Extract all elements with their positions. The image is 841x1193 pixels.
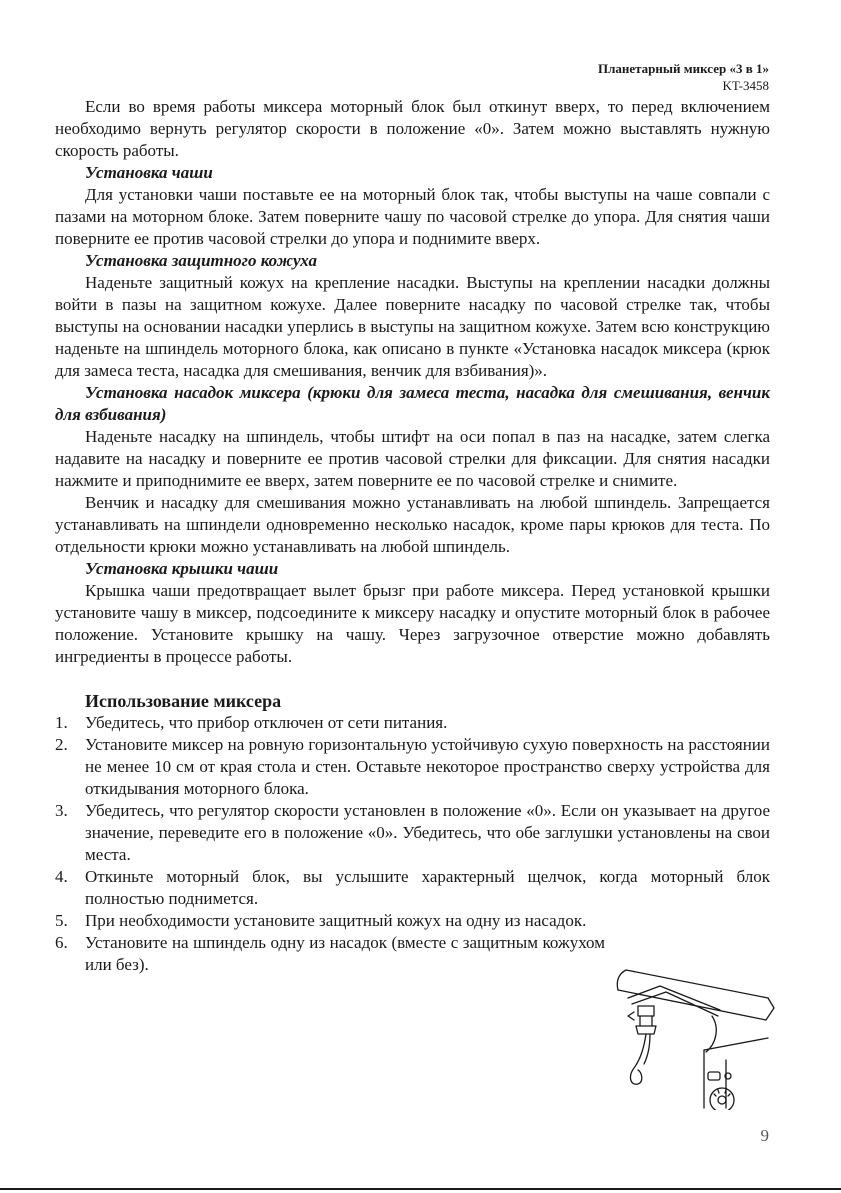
step-text: При необходимости установите защитный кожух на одну из насадок. bbox=[85, 911, 587, 930]
list-item bbox=[55, 712, 770, 734]
page-content bbox=[55, 96, 770, 976]
step-number: 4. bbox=[55, 867, 68, 886]
usage-steps-list bbox=[55, 712, 770, 976]
header-product-title: Планетарный миксер «3 в 1» bbox=[597, 61, 769, 76]
page-number: 9 bbox=[760, 1126, 769, 1145]
step-number: 6. bbox=[55, 933, 68, 952]
step-number: 1. bbox=[55, 713, 68, 732]
step-text: Установите на шпиндель одну из насадок (вместе с защитным кожухом или без). bbox=[85, 933, 605, 974]
bottom-divider bbox=[0, 1188, 841, 1190]
list-item bbox=[55, 800, 770, 866]
bowl-paragraph: Для установки чаши поставьте ее на моторный блок так, чтобы выступы на чаше совпали с пазами на моторном блоке. Затем поверните чашу по часовой стрелке до упора. Для снятия чаши поверните ее против часовой стрелки до упора и поднимите вверх. bbox=[55, 185, 770, 248]
section-heading-attachments: Установка насадок миксера (крюки для замеса теста, насадка для смешивания, венчик для взбивания) bbox=[55, 383, 770, 424]
step-text: Убедитесь, что регулятор скорости установлен в положение «0». Если он указывает на другое значение, переведите его в положение «0». Убедитесь, что обе заглушки установлены на свои места. bbox=[85, 801, 770, 864]
header-model-number: KT-3458 bbox=[722, 78, 769, 93]
section-heading-bowl: Установка чаши bbox=[85, 163, 213, 182]
step-number: 3. bbox=[55, 801, 68, 820]
section-heading-guard: Установка защитного кожуха bbox=[85, 251, 318, 270]
page-header bbox=[598, 60, 769, 94]
step-text: Установите миксер на ровную горизонтальную устойчивую сухую поверхность на расстоянии не менее 10 см от края стола и стен. Оставьте некоторое пространство сверху устройства для откидывания моторного блока. bbox=[85, 735, 770, 798]
attachments-paragraph-1: Наденьте насадку на шпиндель, чтобы штифт на оси попал в паз на насадке, затем слегка надавите на насадку и поверните ее против часовой стрелки для фиксации. Для снятия насадки нажмите и приподнимите ее вверх, затем поверните ее по часовой стрелке и снимите. bbox=[55, 427, 770, 490]
list-item bbox=[55, 866, 770, 910]
list-item bbox=[55, 932, 605, 976]
step-number: 2. bbox=[55, 735, 68, 754]
attachments-paragraph-2: Венчик и насадку для смешивания можно устанавливать на любой шпиндель. Запрещается устанавливать на шпиндели одновременно несколько насадок, кроме пары крюков для теста. По отдельности крюки можно устанавливать на любой шпиндель. bbox=[55, 493, 770, 556]
section-heading-lid: Установка крышки чаши bbox=[85, 559, 279, 578]
step-number: 5. bbox=[55, 911, 68, 930]
guard-paragraph: Наденьте защитный кожух на крепление насадки. Выступы на креплении насадки должны войти в пазы на защитном кожухе. Далее поверните насадку по часовой стрелке так, чтобы выступы на основании насадки уперлись в выступы на защитном кожухе. Затем всю конструкцию наденьте на шпиндель моторного блока, как описано в пункте «Установка насадок миксера (крюк для замеса теста, насадка для смешивания, венчик для взбивания)». bbox=[55, 273, 770, 380]
intro-paragraph: Если во время работы миксера моторный блок был откинут вверх, то перед включением необходимо вернуть регулятор скорости в положение «0». Затем можно выставлять нужную скорость работы. bbox=[55, 97, 770, 160]
mixer-head-with-dough-hook-icon bbox=[608, 968, 778, 1110]
section-heading-usage: Использование миксера bbox=[85, 691, 282, 711]
lid-paragraph: Крышка чаши предотвращает вылет брызг при работе миксера. Перед установкой крышки установите чашу в миксер, подсоедините к миксеру насадку и опустите моторный блок в рабочее положение. Установите крышку на чашу. Через загрузочное отверстие можно добавлять ингредиенты в процессе работы. bbox=[55, 581, 770, 666]
list-item bbox=[55, 910, 605, 932]
list-item bbox=[55, 734, 770, 800]
step-text: Откиньте моторный блок, вы услышите характерный щелчок, когда моторный блок полностью поднимется. bbox=[85, 867, 770, 908]
step-text: Убедитесь, что прибор отключен от сети питания. bbox=[85, 713, 448, 732]
